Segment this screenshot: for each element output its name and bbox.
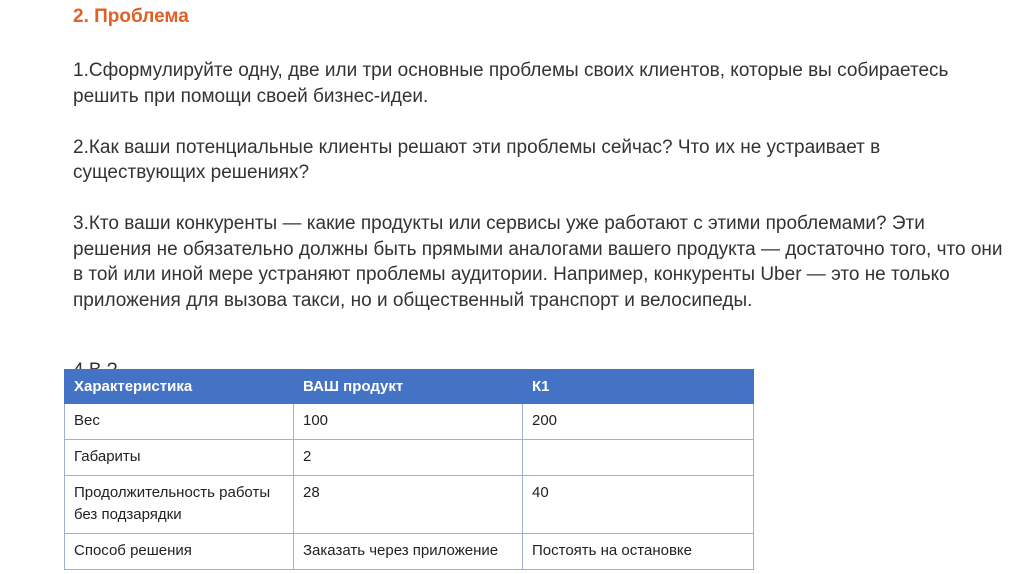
- table-cell: 100: [294, 404, 523, 440]
- paragraph-3: 3.Кто ваши конкуренты — какие продукты или сервисы уже работают с этими проблемами? Эти решения не обязательно должны быть прямыми аналогами вашего продукта — достаточно того, что они в той или иной мере устраняют проблемы аудитории. Например, конкуренты Uber — это не только приложения для вызова такси, но и общественный транспорт и велосипеды.: [73, 213, 1003, 311]
- table-cell: Продолжительность работы без подзарядки: [65, 476, 294, 534]
- table-row: [65, 476, 754, 534]
- table-cell: 2: [294, 440, 523, 476]
- table-header-row: [65, 370, 754, 404]
- table-row: [65, 440, 754, 476]
- table-cell: [523, 440, 754, 476]
- comparison-table-grid: [64, 369, 754, 570]
- table-cell: 200: [523, 404, 754, 440]
- comparison-table: [64, 369, 753, 570]
- body-text: [73, 58, 1003, 339]
- table-cell: 28: [294, 476, 523, 534]
- table-row: [65, 404, 754, 440]
- paragraph-1: 1.Сформулируйте одну, две или три основные проблемы своих клиентов, которые вы собираетесь решить при помощи своей бизнес-идеи.: [73, 60, 949, 107]
- table-cell: 40: [523, 476, 754, 534]
- table-cell: Способ решения: [65, 534, 294, 570]
- table-cell: Заказать через приложение: [294, 534, 523, 570]
- table-cell: Вес: [65, 404, 294, 440]
- section-heading: 2. Проблема: [73, 6, 189, 27]
- table-row: [65, 534, 754, 570]
- header-cell-characteristic: Характеристика: [65, 370, 294, 404]
- paragraph-2: 2.Как ваши потенциальные клиенты решают эти проблемы сейчас? Что их не устраивает в существующих решениях?: [73, 136, 881, 183]
- table-cell: Габариты: [65, 440, 294, 476]
- table-cell: Постоять на остановке: [523, 534, 754, 570]
- header-cell-your-product: ВАШ продукт: [294, 370, 523, 404]
- header-cell-k1: К1: [523, 370, 754, 404]
